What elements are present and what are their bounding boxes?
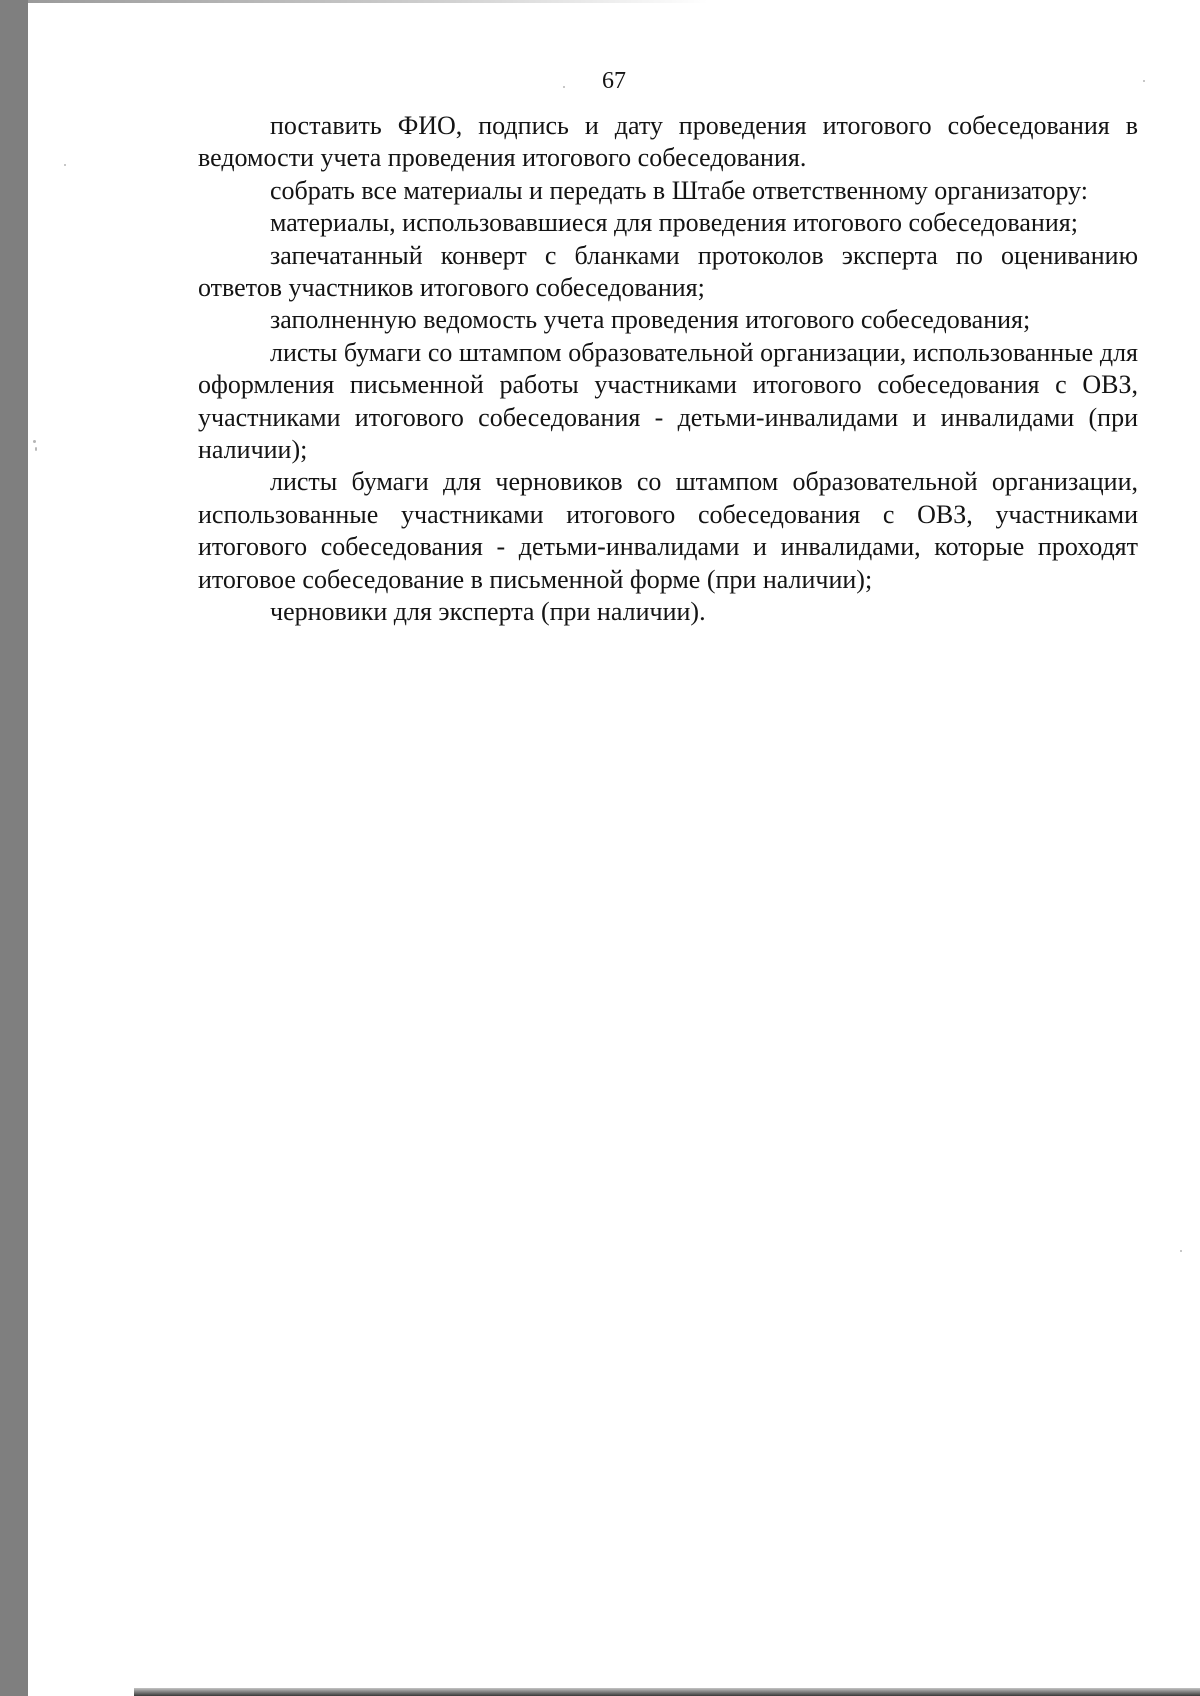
paragraph: поставить ФИО, подпись и дату проведения итогового собеседования в ведомости учета проведения итогового собеседования. xyxy=(198,111,1138,173)
paragraph: черновики для эксперта (при наличии). xyxy=(270,597,706,627)
paragraph: запечатанный конверт с бланками протоколов эксперта по оцениванию ответов участников итогового собеседования; xyxy=(198,240,1138,303)
scan-left-margin-strip xyxy=(0,0,28,1696)
paragraph: листы бумаги со штампом образовательной организации, использованные для оформления письменной работы участниками итогового собеседования с ОВЗ, участниками итогового собеседования - детьми-инвалидами и инвалидами (при наличии); xyxy=(198,337,1138,465)
document-page xyxy=(28,0,1200,1688)
page-number: 67 xyxy=(602,68,626,94)
document-body xyxy=(198,110,1138,629)
scan-bottom-edge xyxy=(134,1688,1200,1696)
paragraph: собрать все материалы и передать в Штабе ответственному организатору: xyxy=(270,175,1089,205)
paragraph: листы бумаги для черновиков со штампом образовательной организации, использованные участниками итогового собеседования с ОВЗ, участниками итогового собеседования - детьми-инвалидами и инвалидами, которые проходят итоговое собеседование в письменной форме (при наличии); xyxy=(198,467,1138,594)
paragraph: материалы, использовавшиеся для проведения итогового собеседования; xyxy=(270,208,1078,238)
paragraph: заполненную ведомость учета проведения итогового собеседования; xyxy=(270,305,1031,335)
